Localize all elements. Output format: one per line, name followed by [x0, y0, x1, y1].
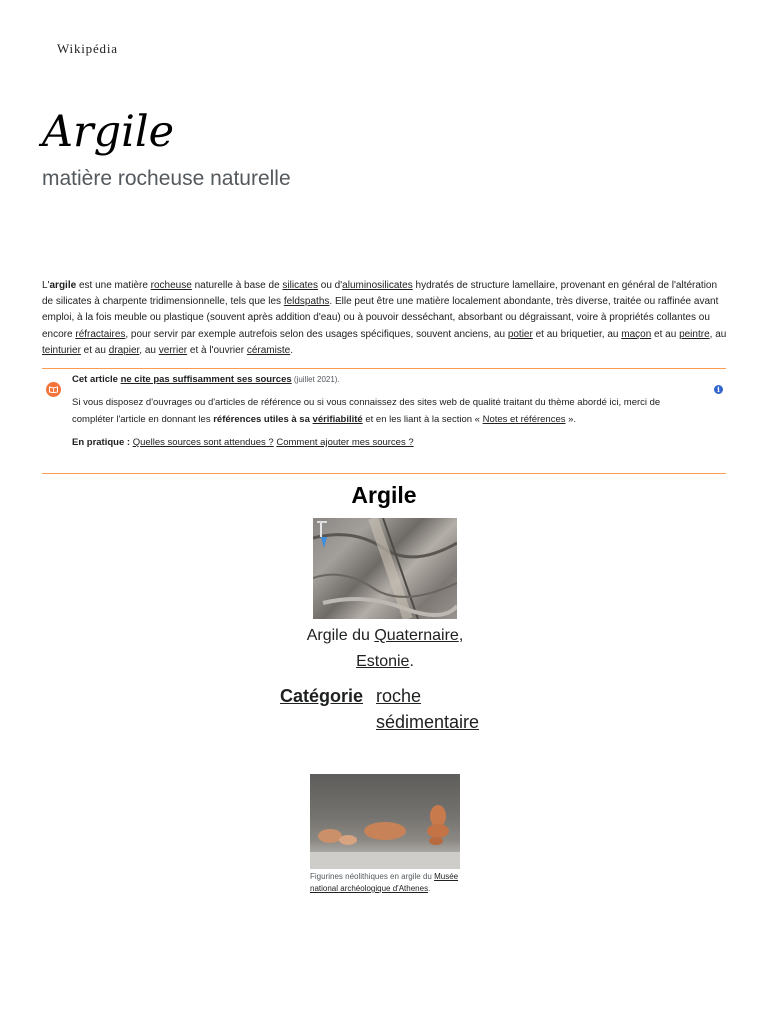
- sources-notice: [42, 368, 726, 474]
- link-rocheuse[interactable]: rocheuse: [150, 280, 192, 291]
- notice-prefix: Cet article: [72, 374, 121, 385]
- wikipedia-wordmark[interactable]: Wikipédia: [57, 41, 118, 56]
- infobox-caption: Argile du Quaternaire, Estonie.: [306, 627, 464, 670]
- link-estonie[interactable]: Estonie: [356, 653, 410, 670]
- thumb-caption: Figurines néolithiques en argile du Musée national archéologique d'Athenes.: [310, 872, 459, 893]
- notice-practice: En pratique : Quelles sources sont attendues ? Comment ajouter mes sources ?: [72, 437, 414, 448]
- link-categorie[interactable]: Catégorie: [280, 686, 364, 706]
- link-musee-athenes[interactable]: Musée national archéologique d'Athenes: [310, 872, 459, 893]
- page-subtitle: matière rocheuse naturelle: [42, 167, 291, 190]
- link-drapier[interactable]: drapier: [108, 344, 140, 356]
- page-title: Argile: [42, 107, 175, 157]
- link-ceramiste[interactable]: céramiste: [246, 344, 291, 356]
- link-refractaires[interactable]: réfractaires: [75, 328, 126, 340]
- link-comment-ajouter[interactable]: Comment ajouter mes sources ?: [276, 437, 414, 448]
- link-notes-et-references[interactable]: Notes et références: [482, 413, 566, 425]
- link-teinturier[interactable]: teinturier: [42, 344, 81, 356]
- link-macon[interactable]: maçon: [621, 328, 652, 340]
- notice-body: Si vous disposez d'ouvrages ou d'articles de référence ou si vous connaissez des sites web de qualité traitant du thème abordé ici, merci de compléter l'article en donnant les références utiles à sa vérifiabilité et en les liant à la section « Notes et références ».: [72, 397, 661, 425]
- notice-date: (juillet 2021).: [291, 375, 340, 384]
- link-quelles-sources[interactable]: Quelles sources sont attendues ?: [132, 437, 274, 448]
- link-feldspaths[interactable]: feldspaths: [283, 296, 330, 308]
- link-insufficient-sources[interactable]: ne cite pas suffisamment ses sources: [120, 374, 292, 385]
- link-quaternaire[interactable]: Quaternaire: [374, 627, 459, 644]
- intro-paragraph: L'argile est une matière rocheuse naturelle à base de silicates ou d'aluminosilicates hydratés de structure lamellaire, provenant en général de l'altération de silicates à charpente tridimensionnelle, tels que les feldspaths. Elle peut être une matière localement abondante, très diverse, traitée ou raffinée avant emploi, à la fois meuble ou plastique (souvent après addition d'eau) ou à pouvoir desséchant, absorbant ou dégraissant, voire à propriétés collantes ou encore réfractaires, pour servir par exemple autrefois selon des usages spécifiques, souvent anciens, au potier et au briquetier, au maçon et au peintre, au teinturier et au drapier, au verrier et à l'ouvrier céramiste.: [42, 280, 727, 356]
- link-silicates[interactable]: silicates: [282, 280, 318, 291]
- book-icon: [46, 382, 61, 397]
- intro-bold-term: argile: [49, 280, 77, 291]
- link-aluminosilicates[interactable]: aluminosilicates: [342, 280, 413, 291]
- link-potier[interactable]: potier: [507, 328, 533, 340]
- link-verifiabilite[interactable]: vérifiabilité: [312, 413, 363, 425]
- link-roche-sedimentaire[interactable]: roche sédimentaire: [376, 686, 480, 732]
- link-peintre[interactable]: peintre: [679, 328, 710, 340]
- link-verrier[interactable]: verrier: [158, 344, 188, 356]
- figurines-image[interactable]: [310, 774, 460, 869]
- infobox-title: Argile: [351, 482, 417, 508]
- info-icon[interactable]: i: [714, 385, 723, 394]
- infobox-image[interactable]: [313, 518, 457, 619]
